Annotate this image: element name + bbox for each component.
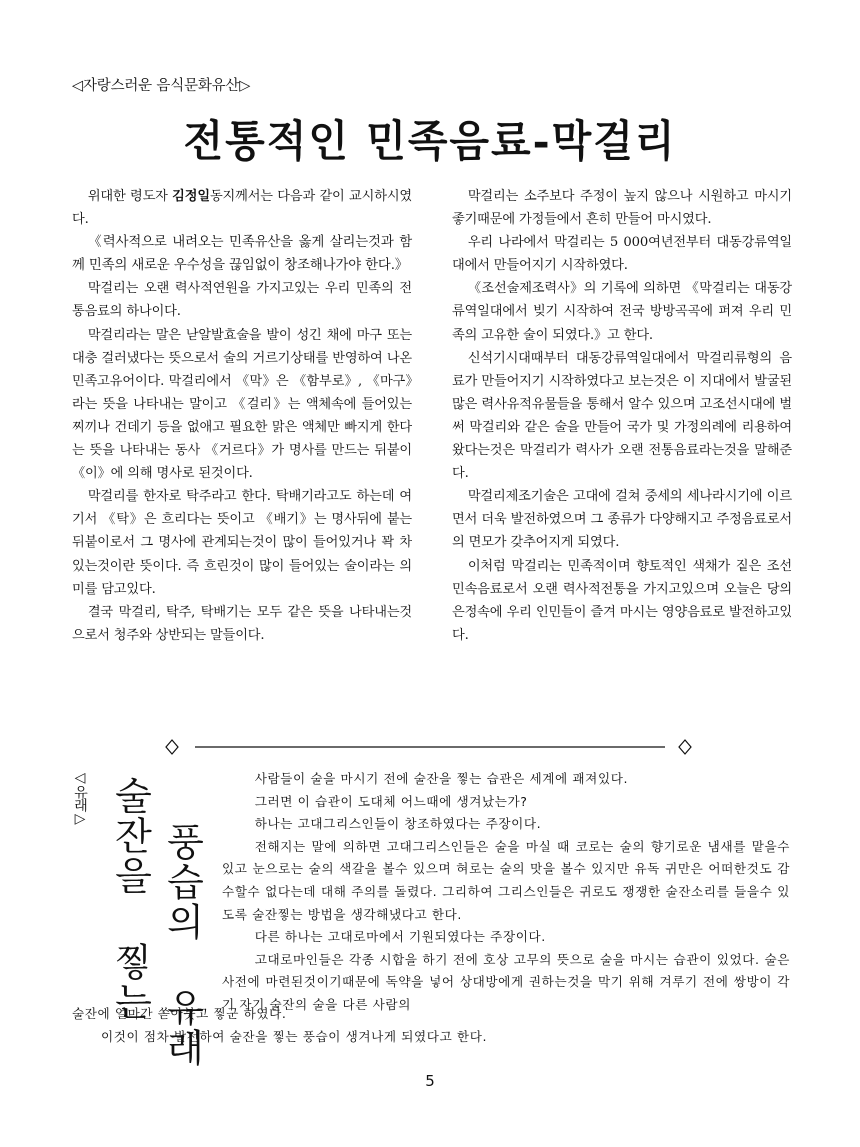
origin-story-tail — [72, 1003, 790, 1048]
right-column — [452, 185, 792, 647]
left-column — [72, 185, 412, 647]
paragraph: 막걸리라는 말은 낟알발효술을 발이 성긴 채에 마구 또는 대충 걸러냈다는 뜻으로서 술의 거르기상태를 반영하여 나온 민족고유어이다. 막걸리에서 《막》은 《함부로》, 《마구》라는 뜻을 나타내는 말이고 《걸리》는 액체속에 들어있는 찌끼나 건데기 등을 없애고 필요한 맑은 액체만 빠지게 한다는 뜻을 나타내는 동사 《거르다》가 명사를 만드는 뒤붙이 《이》에 의해 명사로 된것이다. — [72, 327, 412, 482]
section-divider — [165, 738, 700, 756]
paragraph: 다른 하나는 고대로마에서 기원되였다는 주장이다. — [254, 929, 546, 945]
paragraph: 우리 나라에서 막걸리는 5 000여년전부터 대동강류역일대에서 만들어지기 시작하였다. — [452, 235, 792, 274]
paragraph: 하나는 고대그리스인들이 창조하였다는 주장이다. — [254, 816, 542, 832]
origin-story — [222, 768, 790, 1017]
paragraph: 막걸리는 오랜 력사적연원을 가지고있는 우리 민족의 전통음료의 하나이다. — [72, 281, 412, 320]
quotation: 《력사적으로 내려오는 민족유산을 옳게 살리는것과 함께 민족의 새로운 우수성을 끊임없이 창조해나가야 한다.》 — [72, 235, 412, 274]
paragraph: 전해지는 말에 의하면 고대그리스인들은 술을 마실 때 코로는 술의 향기로운 냄새를 맡을수 있고 눈으로는 술의 색갈을 볼수 있으며 혀로는 술의 맛을 볼수 있지만 유독 귀만은 어떠한것도 감수할수 없다는데 대해 주의를 돌렸다. 그리하여 그리스인들은 귀로도 쟁쟁한 술잔소리를 들을수 있도록 술잔찧는 방법을 생각해냈다고 한다. — [222, 838, 790, 922]
text-span: 동지께서는 다음과 같이 교시하시였다. — [72, 189, 412, 228]
paragraph: 신석기시대때부터 대동강류역일대에서 막걸리류형의 음료가 만들어지기 시작하였다고 보는것은 이 지대에서 발굴된 많은 력사유적유물들을 통해서 알수 있으며 고조선시대에 벌써 막걸리와 같은 술을 만들어 국가 및 가정의례에 리용하여왔다는것은 막걸리가 력사가 오랜 전통음료라는것을 말해준다. — [452, 350, 792, 482]
paragraph: 술잔에 얼마간 쏟아붓고 찧군 하였다. — [72, 1006, 287, 1021]
paragraph: 《조선술제조력사》의 기록에 의하면 《막걸리는 대동강류역일대에서 빚기 시작하여 전국 방방곡곡에 퍼져 우리 민족의 고유한 술이 되였다.》고 한다. — [452, 281, 792, 343]
paragraph: 이처럼 막걸리는 민족적이며 향토적인 색채가 짙은 조선민속음료로서 오랜 력사적전통을 가지고있으며 오늘은 당의 은정속에 우리 인민들이 즐겨 마시는 영양음료로 발전하고있다. — [452, 558, 792, 643]
leader-name: 김정일 — [172, 189, 210, 204]
paragraph: 막걸리를 한자로 탁주라고 한다. 탁배기라고도 하는데 여기서 《탁》은 흐리다는 뜻이고 《배기》는 명사뒤에 붙는 뒤붙이로서 그 명사에 관계되는것이 많이 들어있거나 꽉 차있는것이란 뜻이다. 즉 흐린것이 많이 들어있는 술이라는 의미를 담고있다. — [72, 489, 412, 597]
paragraph: 사람들이 술을 마시기 전에 술잔을 찧는 습관은 세계에 괘져있다. — [254, 771, 629, 786]
section-tag: ◁자랑스러운 음식문화유산▷ — [72, 78, 251, 94]
paragraph: 막걸리는 소주보다 주정이 높지 않으나 시원하고 마시기 좋기때문에 가정들에서 흔히 만들어 마시였다. — [452, 189, 792, 228]
paragraph: 고대로마인들은 각종 시합을 하기 전에 호상 고무의 뜻으로 술을 마시는 습관이 있었다. 술은 사전에 마련된것이기때문에 독약을 넣어 상대방에게 권하는것을 막기 위해 겨루기 전에 쌍방이 각기 자기 술잔의 술을 다른 사람의 — [222, 951, 790, 1012]
sidebar-title-line1: 술잔을 찧는 — [108, 776, 152, 1022]
paragraph — [72, 185, 412, 231]
paragraph: 막걸리제조기술은 고대에 걸쳐 중세의 세나라시기에 이르면서 더욱 발전하였으며 그 종류가 다양해지고 주정음료로서의 면모가 갖추어지게 되였다. — [452, 489, 792, 551]
page-number: 5 — [425, 1072, 435, 1090]
sidebar-title-line2: 풍습의 유래 — [160, 822, 204, 1068]
article-title: 전통적인 민족음료-막걸리 — [183, 115, 677, 167]
sidebar-tag: ◁유래▷ — [72, 770, 88, 826]
diamond-ornament-left-icon — [166, 740, 178, 754]
paragraph: 그러면 이 습관이 도대체 어느때에 생겨났는가? — [254, 793, 528, 809]
paragraph: 결국 막걸리, 탁주, 탁배기는 모두 같은 뜻을 나타내는것으로서 청주와 상반되는 말들이다. — [72, 604, 412, 643]
paragraph: 이것이 점차 발전하여 술잔을 찧는 풍습이 생겨나게 되였다고 한다. — [100, 1028, 488, 1044]
diamond-ornament-right-icon — [679, 740, 691, 754]
article-body — [72, 185, 792, 647]
text-span: 위대한 령도자 — [87, 189, 173, 204]
